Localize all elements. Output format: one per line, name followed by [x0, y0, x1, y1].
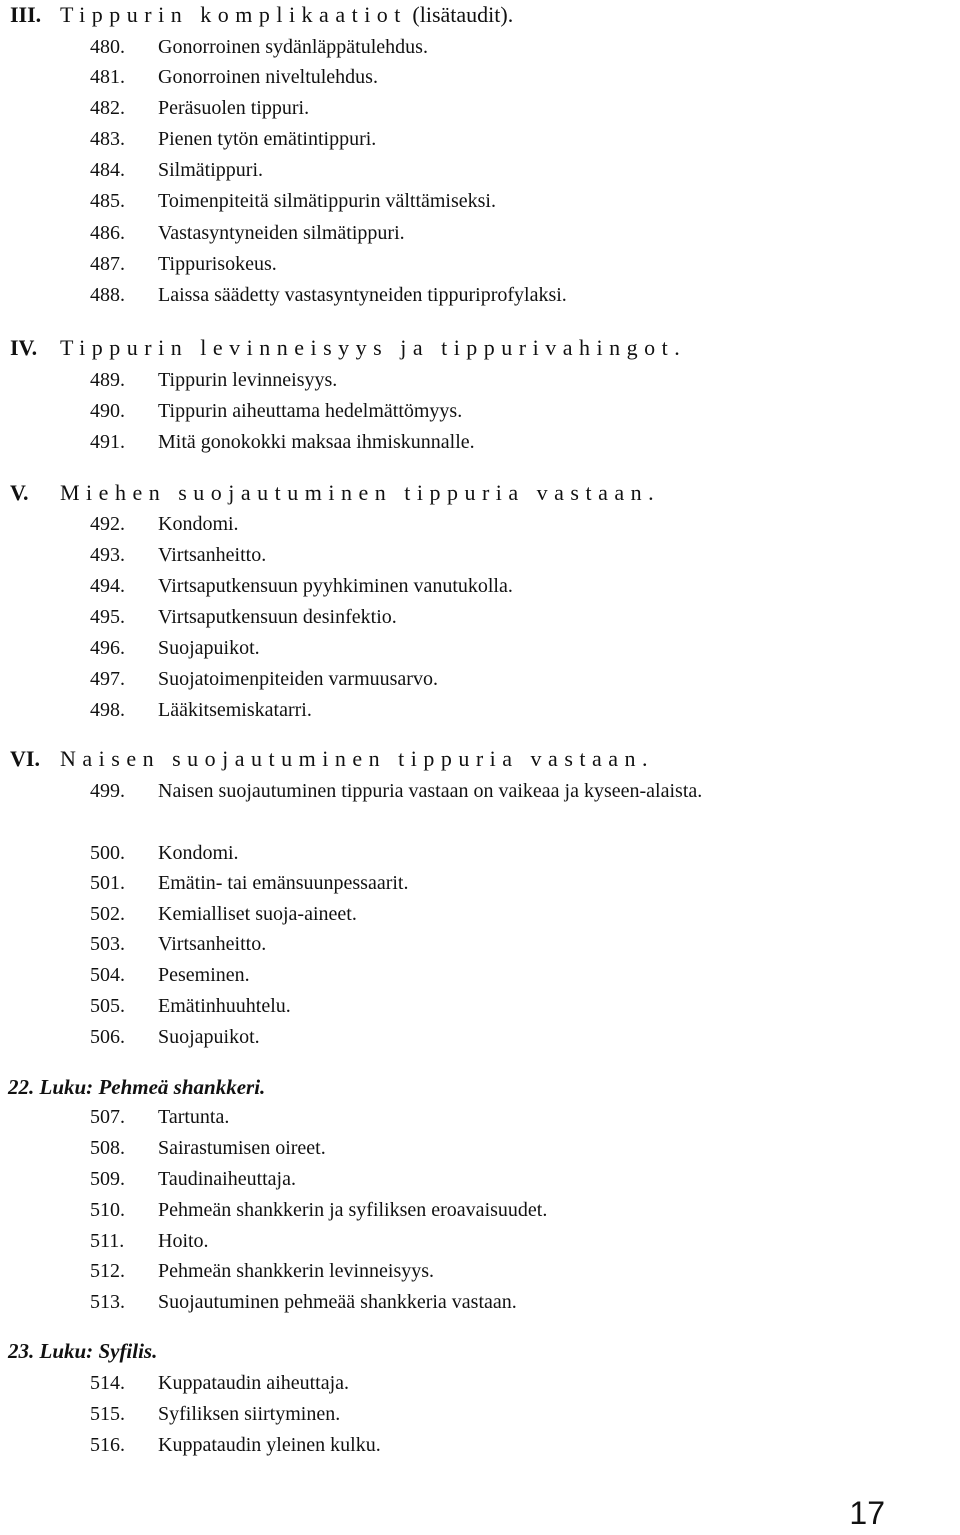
item-text: Kondomi.	[158, 842, 239, 864]
list-item	[90, 509, 900, 539]
list-item	[90, 571, 900, 601]
item-text: Pehmeän shankkerin levinneisyys.	[158, 1260, 435, 1282]
chapter-title: Syfilis.	[98, 1339, 158, 1363]
item-number: 500.	[90, 842, 125, 864]
item-text: Toimenpiteitä silmätippurin välttämiseksi.	[158, 190, 496, 212]
item-text: Suojatoimenpiteiden varmuusarvo.	[158, 668, 438, 690]
section-title: Naisen suojautuminen tippuria vastaan.	[60, 746, 655, 771]
item-text: Gonorroinen niveltulehdus.	[158, 66, 378, 88]
list-item	[90, 776, 900, 838]
list-item	[90, 249, 900, 279]
item-text: Silmätippuri.	[158, 159, 263, 181]
item-number: 485.	[90, 190, 125, 212]
item-text: Kemialliset suoja-aineet.	[158, 903, 357, 925]
list-item	[90, 1430, 900, 1460]
item-text: Emätin- tai emänsuunpessaarit.	[158, 872, 409, 894]
list-item	[90, 218, 900, 248]
chapter-heading-23	[8, 1336, 157, 1366]
list-item	[90, 1102, 900, 1132]
item-number: 515.	[90, 1403, 125, 1425]
item-text: Mitä gonokokki maksaa ihmiskunnalle.	[158, 431, 475, 453]
item-number: 499.	[90, 780, 125, 802]
item-number: 493.	[90, 544, 125, 566]
item-text: Tartunta.	[158, 1106, 230, 1128]
item-text: Hoito.	[158, 1230, 209, 1252]
item-number: 490.	[90, 400, 125, 422]
item-number: 495.	[90, 606, 125, 628]
list-item	[90, 1164, 900, 1194]
list-item	[90, 960, 900, 990]
section-title: Tippurin levinneisyys ja tippurivahingot.	[60, 335, 687, 360]
item-number: 487.	[90, 253, 125, 275]
item-number: 510.	[90, 1199, 125, 1221]
list-item	[90, 1133, 900, 1163]
list-item	[90, 929, 900, 959]
list-item	[90, 868, 900, 898]
list-item	[90, 427, 900, 457]
item-number: 508.	[90, 1137, 125, 1159]
list-item	[90, 124, 900, 154]
item-text: Naisen suojautuminen tippuria vastaan on vaikeaa ja kyseen-alaista.	[158, 780, 703, 802]
item-text: Virtsanheitto.	[158, 544, 267, 566]
item-number: 489.	[90, 369, 125, 391]
item-number: 492.	[90, 513, 125, 535]
item-number: 488.	[90, 284, 125, 306]
list-item	[90, 1287, 900, 1317]
item-number: 497.	[90, 668, 125, 690]
list-item	[90, 93, 900, 123]
list-item	[90, 1022, 900, 1052]
item-text: Emätinhuuhtelu.	[158, 995, 291, 1017]
item-text: Suojapuikot.	[158, 637, 260, 659]
item-text: Sairastumisen oireet.	[158, 1137, 326, 1159]
item-text: Virtsanheitto.	[158, 933, 267, 955]
list-item	[90, 396, 900, 426]
item-text: Tippurisokeus.	[158, 253, 277, 275]
item-number: 502.	[90, 903, 125, 925]
item-text: Syfiliksen siirtyminen.	[158, 1403, 341, 1425]
item-number: 496.	[90, 637, 125, 659]
item-number: 483.	[90, 128, 125, 150]
item-text: Pienen tytön emätintippuri.	[158, 128, 377, 150]
section-heading-vi	[10, 744, 654, 774]
list-item	[90, 838, 900, 868]
list-item	[90, 365, 900, 395]
item-number: 480.	[90, 36, 125, 58]
list-item	[90, 991, 900, 1021]
item-number: 506.	[90, 1026, 125, 1048]
section-number: IV.	[10, 335, 38, 360]
item-text: Virtsaputkensuun pyyhkiminen vanutukolla.	[158, 575, 513, 597]
section-number: VI.	[10, 746, 40, 771]
list-item	[90, 1368, 900, 1398]
section-title: Tippurin komplikaatiot	[60, 2, 407, 27]
list-item	[90, 186, 900, 216]
section-title: Miehen suojautuminen tippuria vastaan.	[60, 480, 661, 505]
list-item	[90, 695, 900, 725]
item-text: Lääkitsemiskatarri.	[158, 699, 312, 721]
list-item	[90, 633, 900, 663]
list-item	[90, 602, 900, 632]
item-number: 484.	[90, 159, 125, 181]
list-item	[90, 664, 900, 694]
list-item	[90, 62, 900, 92]
section-number: III.	[10, 2, 42, 27]
chapter-label: 23. Luku:	[8, 1339, 94, 1363]
item-number: 507.	[90, 1106, 125, 1128]
item-number: 516.	[90, 1434, 125, 1456]
item-text: Tippurin aiheuttama hedelmättömyys.	[158, 400, 463, 422]
item-number: 481.	[90, 66, 125, 88]
section-note: (lisätaudit).	[412, 2, 514, 27]
item-number: 494.	[90, 575, 125, 597]
section-heading-iii	[10, 0, 513, 30]
list-item	[90, 155, 900, 185]
item-number: 491.	[90, 431, 125, 453]
item-number: 504.	[90, 964, 125, 986]
item-text: Tippurin levinneisyys.	[158, 369, 338, 391]
item-number: 509.	[90, 1168, 125, 1190]
item-number: 512.	[90, 1260, 125, 1282]
section-heading-v	[10, 478, 660, 508]
page-number: 17	[849, 1495, 885, 1531]
item-number: 505.	[90, 995, 125, 1017]
item-text: Kondomi.	[158, 513, 239, 535]
item-text: Pehmeän shankkerin ja syfiliksen eroavaisuudet.	[158, 1199, 548, 1221]
item-number: 513.	[90, 1291, 125, 1313]
item-text: Peräsuolen tippuri.	[158, 97, 310, 119]
item-number: 511.	[90, 1230, 125, 1252]
item-text: Taudinaiheuttaja.	[158, 1168, 296, 1190]
chapter-heading-22	[8, 1072, 265, 1102]
list-item	[90, 540, 900, 570]
chapter-label: 22. Luku:	[8, 1075, 94, 1099]
item-text: Kuppataudin aiheuttaja.	[158, 1372, 350, 1394]
item-number: 482.	[90, 97, 125, 119]
item-text: Peseminen.	[158, 964, 250, 986]
list-item	[90, 280, 900, 310]
item-text: Virtsaputkensuun desinfektio.	[158, 606, 397, 628]
item-number: 514.	[90, 1372, 125, 1394]
item-text: Laissa säädetty vastasyntyneiden tippuriprofylaksi.	[158, 284, 567, 306]
list-item	[90, 1226, 900, 1256]
list-item	[90, 899, 900, 929]
section-number: V.	[10, 480, 29, 505]
item-text: Suojapuikot.	[158, 1026, 260, 1048]
list-item	[90, 1195, 900, 1225]
item-text: Kuppataudin yleinen kulku.	[158, 1434, 381, 1456]
section-heading-iv	[10, 333, 686, 363]
list-item	[90, 1256, 900, 1286]
list-item	[90, 1399, 900, 1429]
item-number: 498.	[90, 699, 125, 721]
item-number: 486.	[90, 222, 125, 244]
item-number: 501.	[90, 872, 125, 894]
chapter-title: Pehmeä shankkeri.	[98, 1075, 266, 1099]
item-text: Suojautuminen pehmeää shankkeria vastaan.	[158, 1291, 517, 1313]
item-text: Gonorroinen sydänläppätulehdus.	[158, 36, 428, 58]
item-number: 503.	[90, 933, 125, 955]
item-text: Vastasyntyneiden silmätippuri.	[158, 222, 405, 244]
list-item	[90, 32, 900, 62]
